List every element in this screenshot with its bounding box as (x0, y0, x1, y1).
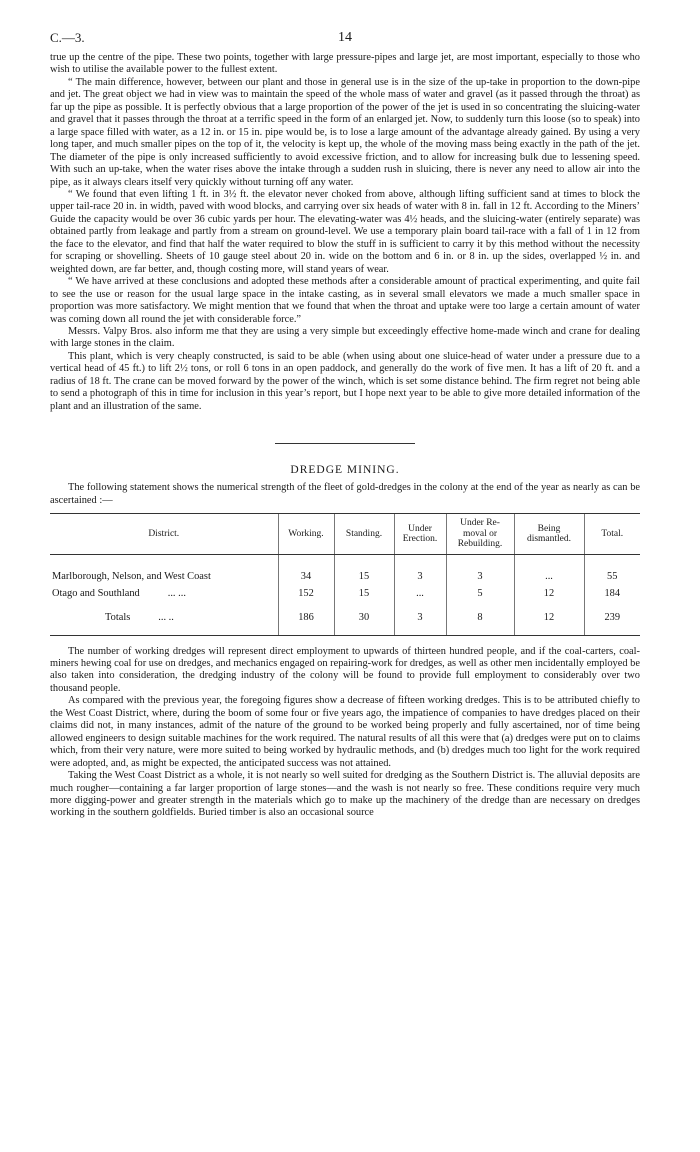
working-cell: 34 (278, 555, 334, 586)
dredge-statistics-table (50, 513, 640, 636)
standing-total: 30 (334, 602, 394, 635)
erection-total: 3 (394, 602, 446, 635)
standing-cell: 15 (334, 586, 394, 603)
paragraph: Messrs. Valpy Bros. also inform me that they are using a very simple but exceedingly effective home-made winch and crane for dealing with large stones in the claim. (50, 325, 640, 350)
paragraph: “ We found that even lifting 1 ft. in 3½ ft. the elevator never choked from above, although lifting sufficient sand at times to block the upper tail-race 20 in. in width, paved with wood blocks, and carrying over six heads of water with 8 in. fall in 12 ft. According to the Miners’ Guide the capacity would be over 36 cubic yards per hour. The elevating-water was 4½ heads, and the sluicing-water (entirely separate) was obtained partly from leakage and partly from a stream on ground-level. We use a temporary plain board tail-race with a fall of 1 in 12 from the face to the elevator, and find that half the water required to blow the stuff in is sufficient to carry it by this method without the necessity for scraping or shovelling. Sheets of 10 gauge steel about 20 in. wide on the bottom and 6 in. or 8 in. up the sides, overlapped ½ in. and weighted down, are far better, and, though costing more, will stand years of wear. (50, 188, 640, 275)
working-total: 186 (278, 602, 334, 635)
col-header-total: Total. (584, 514, 640, 555)
report-reference: C.—3. (50, 30, 85, 45)
dismantled-total: 12 (514, 602, 584, 635)
table-header-row (50, 514, 640, 555)
totals-row (50, 602, 640, 635)
paragraph: This plant, which is very cheaply constructed, is said to be able (when using about one sluice-head of water under a pressure due to a vertical head of 45 ft.) to lift 2½ tons, or roll 6 tons in an open paddock, and generally do the work of five men. It has a lift of 20 ft. and a radius of 18 ft. The crane can be moved forward by the power of the winch, which is set some distance behind. The firm regret not being able to send a photograph of this in time for inclusion in this year’s report, but I hope next year to be able to give more detailed information of the plant and an illustration of the same. (50, 350, 640, 412)
paragraph: “ The main difference, however, between our plant and those in general use is in the size of the up-take in proportion to the down-pipe and jet. The great object we had in view was to maintain the speed of the whole mass of water and gravel (as it passed through the throat) as far up the pipe as possible. It is perfectly obvious that a large proportion of the power of the jet is used in so concentrating the sluicing-water and gravel that it passes through the throat at a terrific speed in the form of an enlarged jet. Now, to suddenly turn this loose (so to speak) into a large space filled with water, as a 12 in. or 15 in. pipe would be, is to lose a large amount of the advantage already gained. By using a very long taper, and much smaller pipes on the top of it, the velocity is kept up, the whole of the moving mass being exactly in the path of the jet. The diameter of the pipe is only increased sufficiently to avoid excessive friction, and to allow for increasing bulk due to lessening speed. With such an up-take, when the water rises above the intake through a sudden rush in sluicing, there is never any need to allow air into the pipe, as it always clears itself very quickly without turning off any water. (50, 76, 640, 188)
top-text (50, 52, 640, 413)
removal-cell: 3 (446, 555, 514, 586)
section-title: DREDGE MINING. (290, 464, 400, 477)
erection-cell: 3 (394, 555, 446, 586)
document-page (50, 30, 640, 820)
district-cell (50, 586, 278, 603)
total-cell: 184 (584, 586, 640, 603)
table-row (50, 555, 640, 586)
col-header-under-removal: Under Re-moval or Rebuilding. (446, 514, 514, 555)
removal-cell: 5 (446, 586, 514, 603)
erection-cell: ... (394, 586, 446, 603)
col-header-district: District. (50, 514, 278, 555)
page-number: 14 (338, 30, 352, 45)
paragraph: “ We have arrived at these conclusions and adopted these methods after a considerable amount of practical experimenting, and quite fail to see the use or reason for the usual large space in the intake casting, as in several small elevators we made a much smaller space in proportion was more satisfactory. We might mention that we found that when the throat and uptake were too large a certain amount of water was coming down all round the jet with considerable force.” (50, 276, 640, 325)
section-divider (275, 443, 415, 444)
leader-dots: ... .. (158, 612, 174, 624)
dismantled-cell: ... (514, 555, 584, 586)
leader-dots: ... ... (167, 587, 186, 599)
removal-total: 8 (446, 602, 514, 635)
col-header-being-dismantled: Being dismantled. (514, 514, 584, 555)
page-header (50, 30, 640, 52)
col-header-under-erection: Under Erection. (394, 514, 446, 555)
total-cell: 55 (584, 555, 640, 586)
district-cell: Marlborough, Nelson, and West Coast (52, 571, 211, 583)
paragraph: As compared with the previous year, the foregoing figures show a decrease of fifteen working dredges. This is to be attributed chiefly to the West Coast District, where, during the boom of some four or five years ago, the impatience of companies to have dredges placed on their claims did not, in many instances, admit of the nature of the ground to be worked being properly and fully ascertained, nor of time being allowed engineers to design suitable machines for the work required. The natural results of all this were that (a) dredges were put on to claims which, from their very nature, were more suited to being worked by hydraulic methods, and (b) dredges much too light for the work required were adopted, and, as might be expected, the anticipated success was not attained. (50, 695, 640, 769)
paragraph: true up the centre of the pipe. These two points, together with large pressure-pipes and large jet, are most important, especially to those who wish to utilise the available power to the fullest extent. (50, 52, 640, 76)
district-label: Otago and Southland (52, 587, 140, 599)
paragraph: The number of working dredges will represent direct employment to upwards of thirteen hundred people, and if the coal-carters, coal-miners hewing coal for use on dredges, and mechanics engaged on repairing-work for dredges, as well as other men incidentally employed be also taken into consideration, the dredging industry of the colony will be found to provide full employment to considerably over two thousand people. (50, 645, 640, 694)
standing-cell: 15 (334, 555, 394, 586)
table-row (50, 586, 640, 603)
section-intro: The following statement shows the numerical strength of the fleet of gold-dredges in the colony at the end of the year as nearly as can be ascertained :— (50, 482, 640, 506)
col-header-standing: Standing. (334, 514, 394, 555)
col-header-working: Working. (278, 514, 334, 555)
totals-label-cell (50, 602, 278, 635)
paragraph: Taking the West Coast District as a whole, it is not nearly so well suited for dredging as the Southern District is. The alluvial deposits are much rougher—containing a far larger proportion of large stones—and the wash is not nearly so free. These conditions require very much more digging-power and greater strength in the materials which go to make up the machinery of the dredge than are necessary on dredges working in the southern goldfields. Buried timber is also an occasional source (50, 770, 640, 819)
dismantled-cell: 12 (514, 586, 584, 603)
totals-label: Totals (105, 612, 131, 624)
working-cell: 152 (278, 586, 334, 603)
bottom-text (50, 646, 640, 820)
grand-total: 239 (584, 602, 640, 635)
